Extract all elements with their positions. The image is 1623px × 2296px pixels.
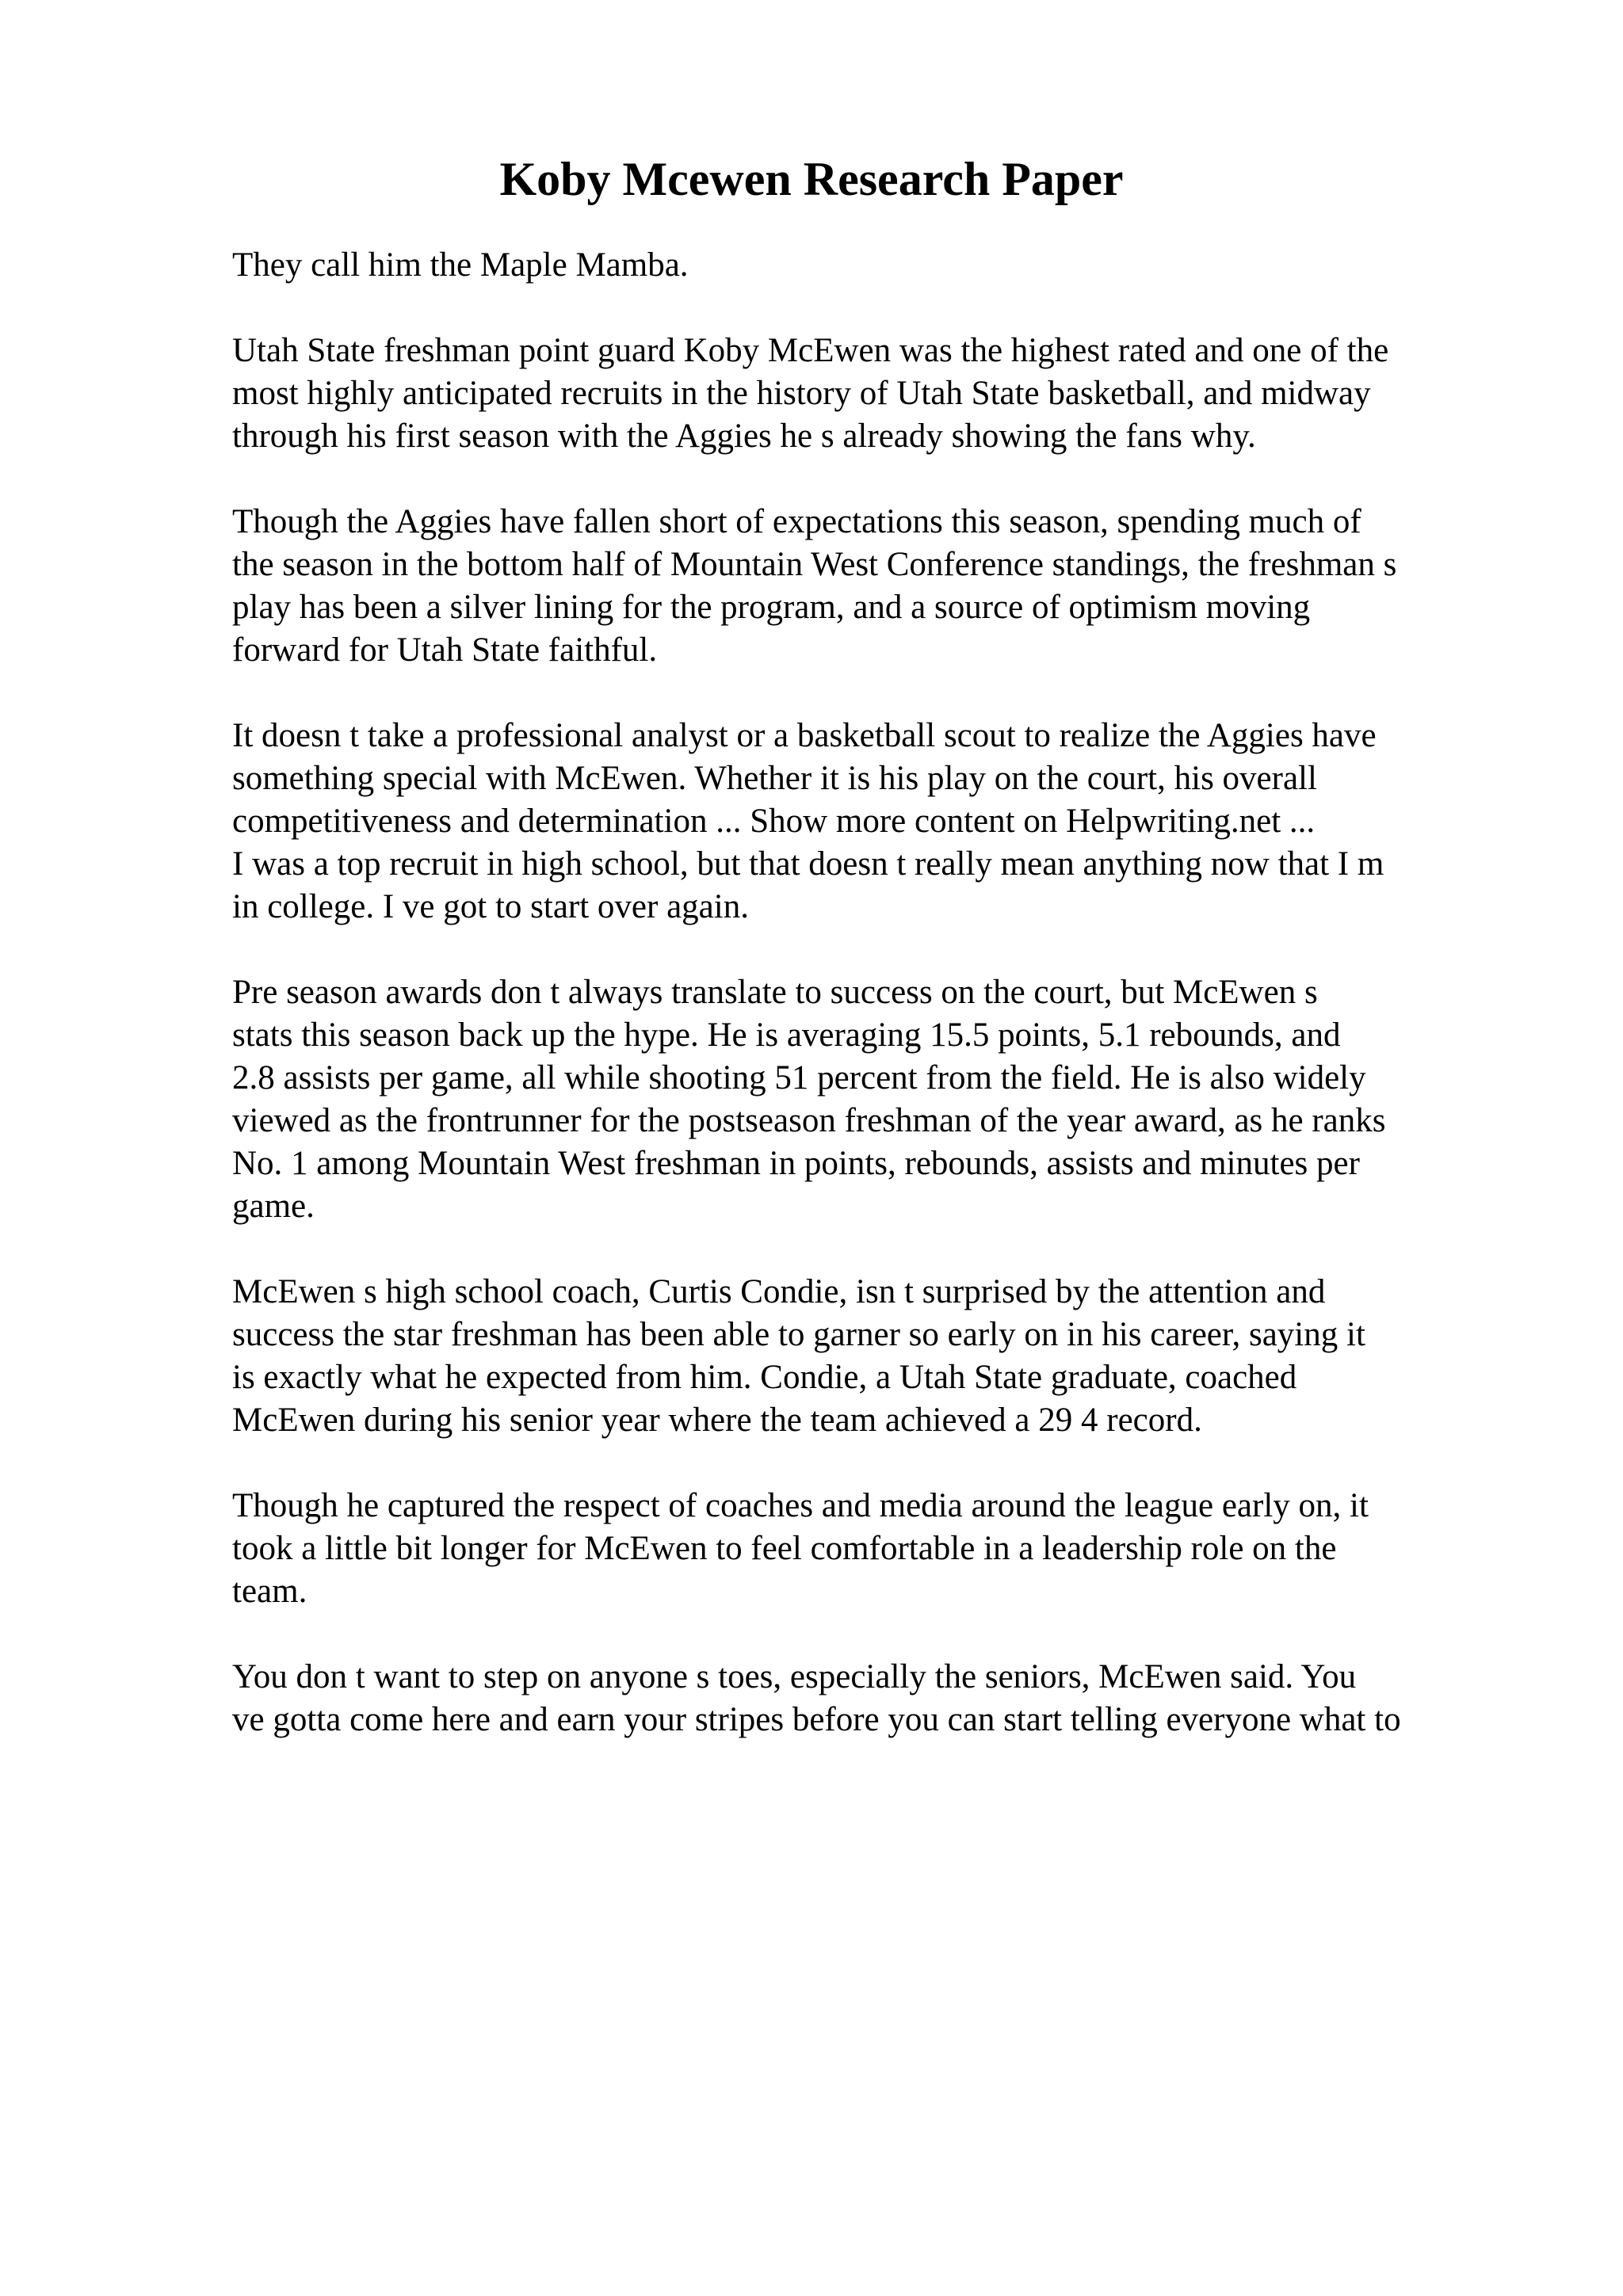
document-body — [232, 244, 1532, 1784]
text-line: Pre season awards don t always translate to success on the court, but McEwen s — [232, 974, 1318, 1011]
text-line: ve gotta come here and earn your stripes before you can start telling everyone what to — [232, 1701, 1401, 1738]
text-line: Though he captured the respect of coaches and media around the league early on, it — [232, 1487, 1369, 1524]
text-line: 2.8 assists per game, all while shooting 51 percent from the field. He is also widely — [232, 1059, 1366, 1097]
text-line: something special with McEwen. Whether it is his play on the court, his overall — [232, 760, 1317, 797]
text-line: McEwen s high school coach, Curtis Condie, isn t surprised by the attention and — [232, 1273, 1326, 1310]
paragraph-1 — [232, 244, 1532, 287]
paragraph-8 — [232, 1485, 1532, 1613]
text-line: success the star freshman has been able to garner so early on in his career, saying it — [232, 1316, 1365, 1353]
text-line: No. 1 among Mountain West freshman in points, rebounds, assists and minutes per — [232, 1145, 1360, 1182]
text-line: McEwen during his senior year where the team achieved a 29 4 record. — [232, 1402, 1202, 1439]
text-line: is exactly what he expected from him. Condie, a Utah State graduate, coached — [232, 1359, 1297, 1396]
text-line: It doesn t take a professional analyst or a basketball scout to realize the Aggies have — [232, 717, 1377, 754]
text-line: through his first season with the Aggies he s already showing the fans why. — [232, 418, 1256, 455]
text-line: You don t want to step on anyone s toes, especially the seniors, McEwen said. You — [232, 1658, 1357, 1695]
text-line: competitiveness and determination ... Show more content on Helpwriting.net ... — [232, 803, 1316, 840]
text-line: I was a top recruit in high school, but that doesn t really mean anything now that I m — [232, 845, 1384, 883]
paragraph-3 — [232, 501, 1532, 672]
text-line: team. — [232, 1573, 307, 1610]
text-line: most highly anticipated recruits in the history of Utah State basketball, and midway — [232, 375, 1371, 412]
text-line: They call him the Maple Mamba. — [232, 246, 689, 284]
text-line: in college. I ve got to start over again. — [232, 888, 749, 925]
text-line: game. — [232, 1188, 315, 1225]
paragraph-4 — [232, 715, 1532, 843]
text-line: Utah State freshman point guard Koby McEwen was the highest rated and one of the — [232, 332, 1389, 369]
text-line: the season in the bottom half of Mountain West Conference standings, the freshman s — [232, 546, 1397, 583]
paragraph-6 — [232, 971, 1532, 1228]
text-line: stats this season back up the hype. He is averaging 15.5 points, 5.1 rebounds, and — [232, 1016, 1341, 1054]
text-line: Though the Aggies have fallen short of expectations this season, spending much of — [232, 503, 1361, 540]
text-line: viewed as the frontrunner for the postseason freshman of the year award, as he ranks — [232, 1102, 1386, 1139]
text-line: forward for Utah State faithful. — [232, 631, 658, 669]
paragraph-2 — [232, 330, 1532, 458]
paragraph-9 — [232, 1656, 1532, 1741]
paragraph-5 — [232, 843, 1532, 929]
text-line: took a little bit longer for McEwen to feel comfortable in a leadership role on the — [232, 1530, 1337, 1567]
text-line: play has been a silver lining for the program, and a source of optimism moving — [232, 589, 1311, 626]
document-title: Koby Mcewen Research Paper — [499, 153, 1124, 205]
paragraph-7 — [232, 1271, 1532, 1442]
